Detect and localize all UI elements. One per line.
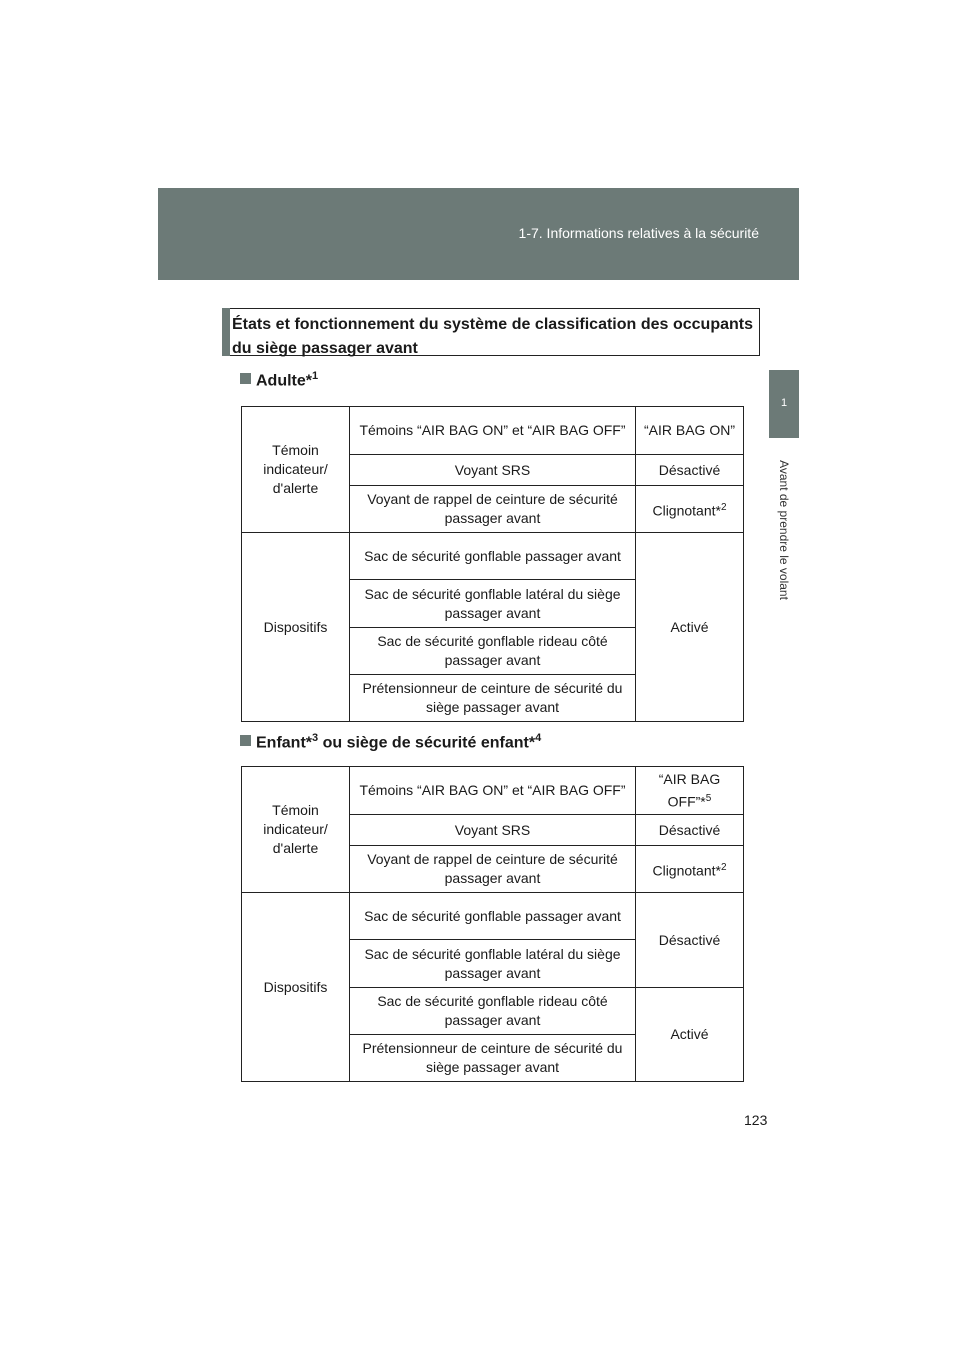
chapter-tab: 1 (769, 370, 799, 438)
row-value: “AIR BAG OFF”*$^5$ (636, 767, 744, 815)
devices-label-cell: Dispositifs (242, 533, 350, 722)
section-title-box (222, 308, 760, 356)
indicator-label-cell: Témoin indicateur/ d'alerte (242, 767, 350, 893)
chapter-label: Avant de prendre le volant (777, 460, 791, 600)
table-row (242, 533, 744, 580)
adult-heading: Adulte*$^1$ (240, 370, 318, 390)
device-item: Prétensionneur de ceinture de sécurité du siège passager avant (350, 675, 636, 722)
child-table (241, 766, 744, 1082)
row-value: Désactivé (636, 455, 744, 486)
row-value: Clignotant*$^2$ (636, 486, 744, 533)
table-row (242, 407, 744, 455)
section-title: États et fonctionnement du système de classification des occupants du siège passager avant (232, 316, 753, 357)
devices-state-cell: Activé (636, 533, 744, 722)
section-title-bar (222, 308, 230, 356)
devices-label-cell: Dispositifs (242, 893, 350, 1082)
devices-state-cell: Désactivé (636, 893, 744, 988)
row-label: Voyant de rappel de ceinture de sécurité passager avant (350, 846, 636, 893)
page-number: 123 (744, 1112, 768, 1128)
header-band (158, 188, 799, 280)
device-item: Sac de sécurité gonflable passager avant (350, 533, 636, 580)
device-item: Sac de sécurité gonflable latéral du siège passager avant (350, 580, 636, 628)
device-item: Sac de sécurité gonflable rideau côté passager avant (350, 988, 636, 1035)
row-label: Voyant SRS (350, 815, 636, 846)
square-bullet-icon (240, 373, 251, 384)
adult-table (241, 406, 744, 722)
row-value: Désactivé (636, 815, 744, 846)
row-value: “AIR BAG ON” (636, 407, 744, 455)
devices-state-cell: Activé (636, 988, 744, 1082)
child-heading: Enfant*$^3$ ou siège de sécurité enfant*$^4$ (240, 732, 541, 752)
row-label: Voyant SRS (350, 455, 636, 486)
device-item: Prétensionneur de ceinture de sécurité du siège passager avant (350, 1035, 636, 1082)
table-row (242, 767, 744, 815)
device-item: Sac de sécurité gonflable passager avant (350, 893, 636, 940)
section-breadcrumb: 1-7. Informations relatives à la sécurité (518, 225, 759, 241)
indicator-label-cell: Témoin indicateur/ d'alerte (242, 407, 350, 533)
device-item: Sac de sécurité gonflable rideau côté passager avant (350, 628, 636, 675)
table-row (242, 893, 744, 940)
row-value: Clignotant*$^2$ (636, 846, 744, 893)
row-label: Témoins “AIR BAG ON” et “AIR BAG OFF” (350, 407, 636, 455)
device-item: Sac de sécurité gonflable latéral du siège passager avant (350, 940, 636, 988)
row-label: Témoins “AIR BAG ON” et “AIR BAG OFF” (350, 767, 636, 815)
square-bullet-icon (240, 735, 251, 746)
row-label: Voyant de rappel de ceinture de sécurité passager avant (350, 486, 636, 533)
